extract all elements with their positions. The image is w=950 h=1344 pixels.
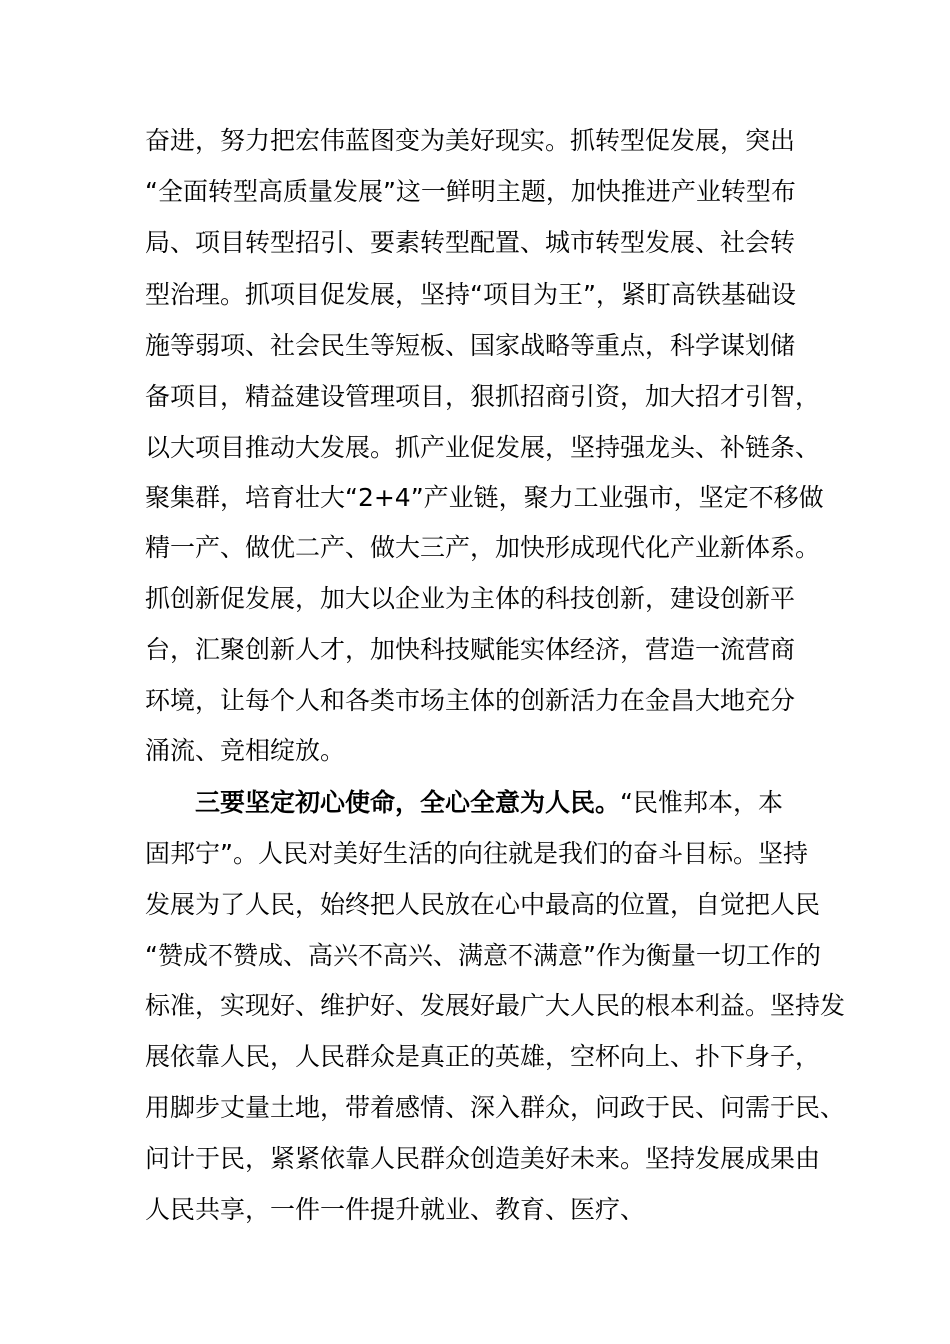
paragraph-2-line-3: 发展为了人民，始终把人民放在心中最高的位置，自觉把人民 xyxy=(145,890,821,919)
paragraph-1-line-5: 施等弱项、社会民生等短板、国家战略等重点，科学谋划储 xyxy=(145,331,796,360)
paragraph-1-line-2: “全面转型高质量发展”这一鲜明主题，加快推进产业转型布 xyxy=(145,177,796,206)
paragraph-2-line-9: 人民共享，一件一件提升就业、教育、医疗、 xyxy=(145,1195,646,1224)
paragraph-1-line-10: 抓创新促发展，加大以企业为主体的科技创新，建设创新平 xyxy=(145,584,796,613)
paragraph-2-line-8: 问计于民，紧紧依靠人民群众创造美好未来。坚持发展成果由 xyxy=(145,1144,821,1173)
paragraph-1-line-11: 台，汇聚创新人才，加快科技赋能实体经济，营造一流营商 xyxy=(145,635,796,664)
paragraph-1-line-8: 聚集群，培育壮大“2+4”产业链，聚力工业强市，坚定不移做 xyxy=(145,483,824,512)
paragraph-1-line-3: 局、项目转型招引、要素转型配置、城市转型发展、社会转 xyxy=(145,228,796,257)
paragraph-2-first-line-rest: “民惟邦本，本 xyxy=(620,788,783,817)
paragraph-1-line-4: 型治理。抓项目促发展，坚持“项目为王”，紧盯高铁基础设 xyxy=(145,280,796,309)
paragraph-1-line-6: 备项目，精益建设管理项目，狠抓招商引资，加大招才引智， xyxy=(145,382,821,411)
paragraph-2-line-7: 用脚步丈量土地，带着感情、深入群众，问政于民、问需于民、 xyxy=(145,1093,846,1122)
paragraph-2-heading: 三要坚定初心使命，全心全意为人民。 xyxy=(195,788,621,817)
paragraph-1-line-9: 精一产、做优二产、做大三产，加快形成现代化产业新体系。 xyxy=(145,533,821,562)
paragraph-2-line-4: “赞成不赞成、高兴不高兴、满意不满意”作为衡量一切工作的 xyxy=(145,941,821,970)
paragraph-2-line-2: 固邦宁”。人民对美好生活的向往就是我们的奋斗目标。坚持 xyxy=(145,839,808,868)
paragraph-1-line-1: 奋进，努力把宏伟蓝图变为美好现实。抓转型促发展，突出 xyxy=(145,126,796,155)
paragraph-1-line-13: 涌流、竞相绽放。 xyxy=(145,736,346,765)
paragraph-1-line-7: 以大项目推动大发展。抓产业促发展，坚持强龙头、补链条、 xyxy=(145,433,821,462)
paragraph-2-line-1 xyxy=(195,783,783,823)
paragraph-2-line-6: 展依靠人民，人民群众是真正的英雄，空杯向上、扑下身子， xyxy=(145,1042,821,1071)
paragraph-2-line-5: 标准，实现好、维护好、发展好最广大人民的根本利益。坚持发 xyxy=(145,991,846,1020)
paragraph-1-line-12: 环境，让每个人和各类市场主体的创新活力在金昌大地充分 xyxy=(145,686,796,715)
